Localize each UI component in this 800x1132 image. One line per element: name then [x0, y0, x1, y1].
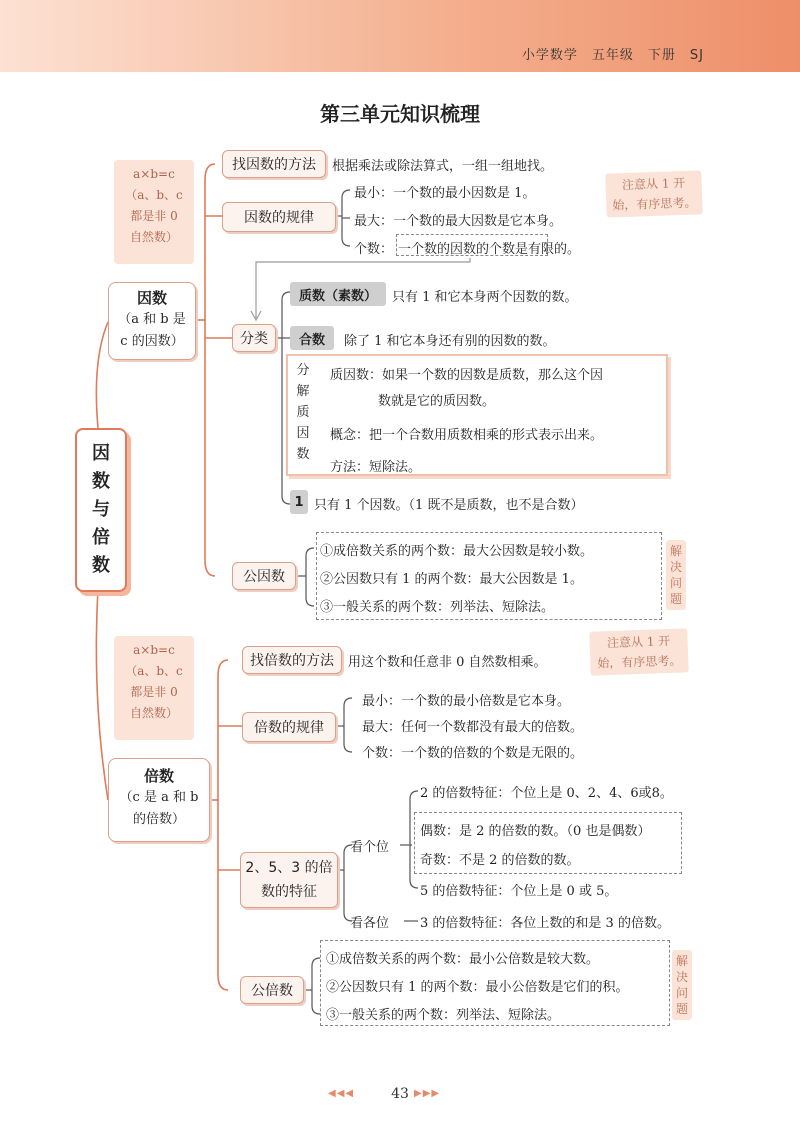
main-topic-char: 数 — [92, 555, 110, 576]
two-multiple-feature: 2 的倍数特征：个位上是 0、2、4、6或8。 — [420, 786, 673, 801]
one-label: 1 — [290, 490, 308, 514]
multiple-rules-box: 倍数的规律 — [242, 712, 336, 742]
main-topic-box — [75, 428, 127, 592]
one-definition: 只有 1 个因数。（1 既不是质数，也不是合数） — [314, 498, 584, 513]
multiple-tip-note: 注意从 1 开 始，有序思考。 — [589, 628, 688, 675]
gcd-item-2: ②公因数只有 1 的两个数：最大公因数是 1。 — [320, 572, 583, 587]
gcd-box: 公因数 — [232, 562, 296, 590]
find-multiple-method-text: 用这个数和任意非 0 自然数相乘。 — [348, 655, 547, 670]
lcm-item-2: ②公因数只有 1 的两个数：最小公倍数是它们的积。 — [326, 980, 629, 995]
feature-box — [240, 852, 338, 908]
factor-tip-note: 注意从 1 开 始，有序思考。 — [605, 170, 702, 217]
even-definition: 偶数：是 2 的倍数的数。（0 也是偶数） — [420, 824, 651, 839]
gcd-item-3: ③一般关系的两个数：列举法、短除法。 — [320, 600, 555, 615]
main-topic-char: 倍 — [92, 527, 110, 548]
factor-rule-count-prefix: 个数： — [354, 242, 394, 257]
factor-rule-max: 最大：一个数的最大因数是它本身。 — [354, 214, 563, 229]
five-multiple-feature: 5 的倍数特征：个位上是 0 或 5。 — [420, 884, 618, 899]
multiple-rule-min: 最小：一个数的最小倍数是它本身。 — [362, 694, 571, 709]
lcm-box: 公倍数 — [240, 976, 304, 1004]
find-multiple-method-box: 找倍数的方法 — [242, 646, 342, 674]
lcm-item-3: ③一般关系的两个数：列举法、短除法。 — [326, 1008, 561, 1023]
main-topic-char: 因 — [92, 443, 110, 464]
factor-rule-count: 一个数的因数的个数是有限的。 — [398, 242, 581, 257]
next-arrows-icon: ▶▶▶ — [414, 1088, 441, 1099]
main-topic-char: 与 — [92, 499, 110, 520]
prime-factorization-concept: 概念：把一个合数用质数相乘的形式表示出来。 — [330, 428, 604, 443]
multiple-node: 倍数 （c 是 a 和 b 的倍数） — [108, 758, 210, 842]
prime-factorization-label: 分 解 质 因 数 — [296, 363, 310, 462]
book-info: 小学数学 五年级 下册 SJ — [521, 48, 704, 63]
all-digits-label: 看各位 — [350, 916, 390, 931]
classify-box: 分类 — [232, 324, 276, 352]
odd-definition: 奇数：不是 2 的倍数的数。 — [420, 853, 580, 868]
factor-node: 因数 （a 和 b 是 c 的因数） — [108, 282, 196, 360]
gcd-item-1: ①成倍数关系的两个数：最大公因数是较小数。 — [320, 544, 594, 559]
prime-factor-def-2: 数就是它的质因数。 — [378, 394, 496, 409]
gcd-problem-note: 解 决 问 题 — [666, 540, 686, 610]
find-factor-method-box: 找因数的方法 — [222, 150, 326, 178]
main-topic-char: 数 — [92, 471, 110, 492]
factor-rule-min: 最小：一个数的最小因数是 1。 — [354, 186, 536, 201]
factor-rules-box: 因数的规律 — [222, 202, 336, 232]
prime-factorization-method: 方法：短除法。 — [330, 460, 422, 475]
prime-factor-def-1: 质因数：如果一个数的因数是质数，那么这个因 — [330, 368, 604, 383]
lcm-problem-note: 解 决 问 题 — [672, 950, 692, 1020]
multiple-rule-count: 个数：一个数的倍数的个数是无限的。 — [362, 746, 584, 761]
page-number: 43 — [391, 1086, 409, 1102]
ones-digit-label: 看个位 — [350, 840, 390, 855]
feature-label-2: 数的特征 — [261, 884, 317, 900]
prime-label: 质数（素数） — [290, 282, 386, 306]
page-title: 第三单元知识梳理 — [320, 102, 480, 126]
feature-label-1: 2、5、3 的倍 — [245, 860, 333, 876]
prev-arrows-icon: ◀◀◀ — [328, 1088, 355, 1099]
multiple-rule-max: 最大：任何一个数都没有最大的倍数。 — [362, 720, 584, 735]
three-multiple-feature: 3 的倍数特征：各位上数的和是 3 的倍数。 — [420, 916, 670, 931]
multiple-formula-note: a×b=c （a、b、c 都是非 0 自然数） — [114, 636, 194, 740]
prime-definition: 只有 1 和它本身两个因数的数。 — [392, 290, 578, 305]
composite-definition: 除了 1 和它本身还有别的因数的数。 — [344, 334, 556, 349]
find-factor-method-text: 根据乘法或除法算式，一组一组地找。 — [332, 159, 554, 174]
lcm-item-1: ①成倍数关系的两个数：最小公倍数是较大数。 — [326, 952, 600, 967]
composite-label: 合数 — [290, 326, 334, 350]
factor-formula-note: a×b=c （a、b、c 都是非 0 自然数） — [114, 160, 194, 264]
